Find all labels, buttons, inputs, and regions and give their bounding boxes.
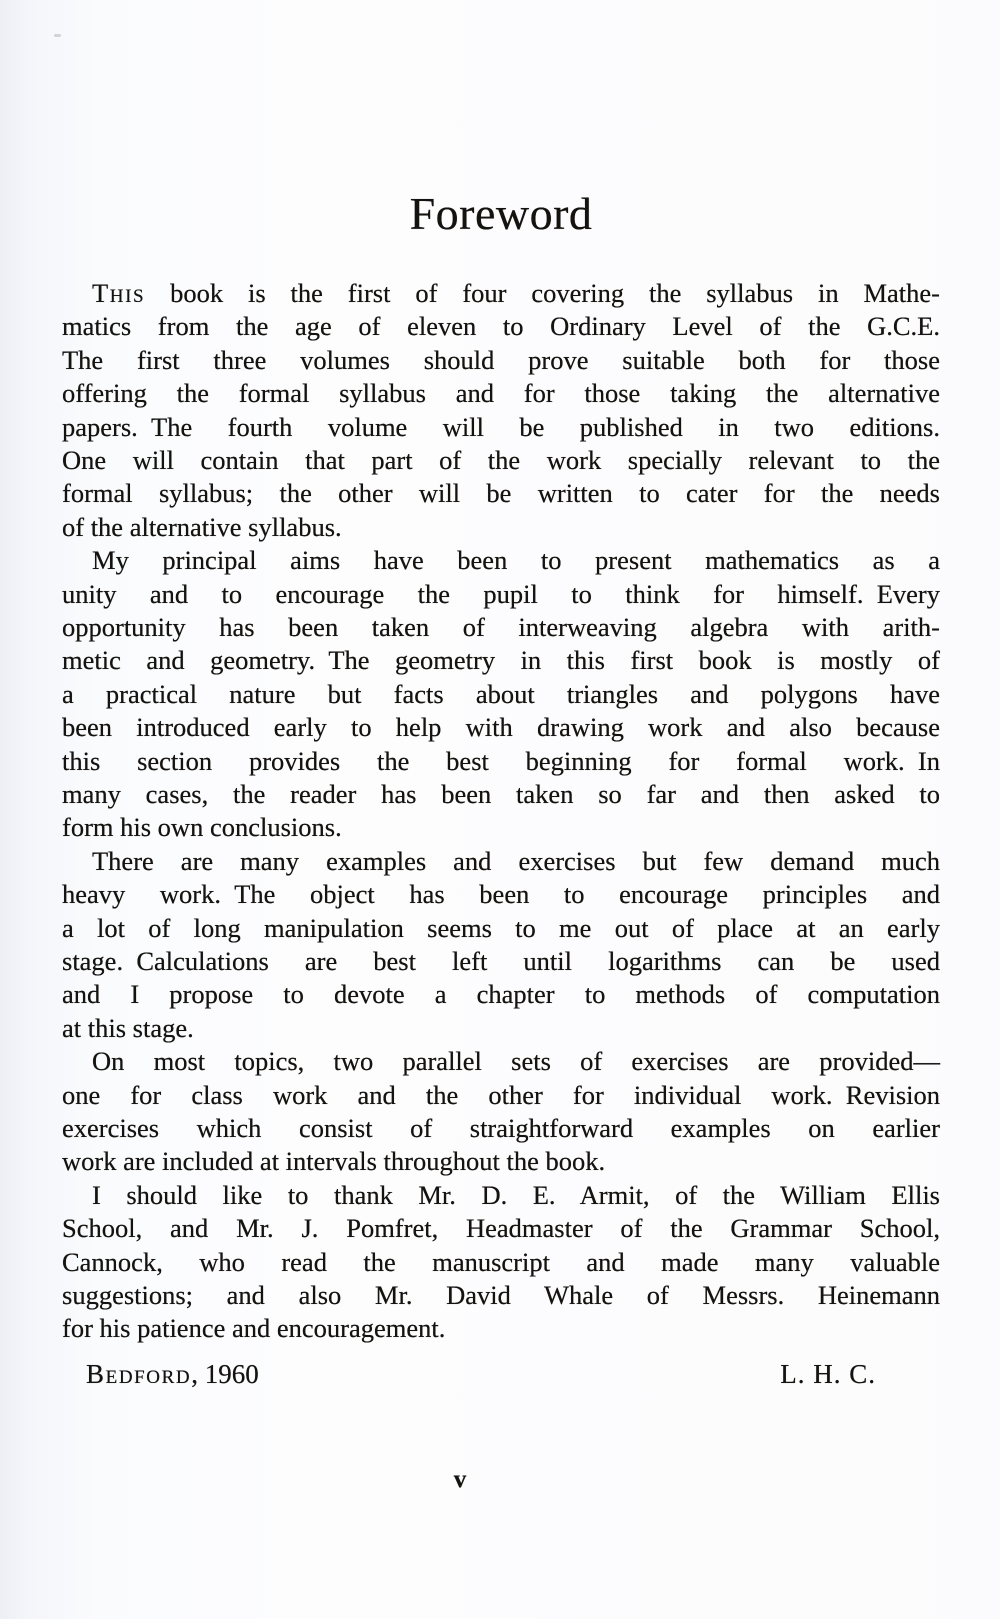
text-line: a practical nature but facts about triangles and polygons have — [62, 678, 940, 709]
text-line: formal syllabus; the other will be written to cater for the needs — [62, 478, 940, 509]
text-line: exercises which consist of straightforward examples on earlier — [62, 1113, 940, 1144]
text-line: metic and geometry. The geometry in this first book is mostly of — [62, 645, 940, 676]
text-line: One will contain that part of the work specially relevant to the — [62, 444, 940, 475]
text-line: a lot of long manipulation seems to me out of place at an early — [62, 912, 940, 943]
text-line: papers. The fourth volume will be published in two editions. — [62, 411, 940, 442]
text-line: form his own conclusions. — [62, 812, 342, 843]
text-line: opportunity has been taken of interweaving algebra with arith- — [62, 611, 940, 642]
page-title: Foreword — [409, 188, 593, 239]
text-line: this section provides the best beginning for formal work. In — [62, 745, 940, 776]
text-line: one for class work and the other for individual work. Revision — [62, 1079, 940, 1110]
text-line: School, and Mr. J. Pomfret, Headmaster of the Grammar School, — [62, 1213, 940, 1244]
text-line: been introduced early to help with drawing work and also because — [62, 712, 940, 743]
text-line: On most topics, two parallel sets of exercises are provided— — [92, 1046, 940, 1077]
text-line: and I propose to devote a chapter to methods of computation — [62, 979, 940, 1010]
signature-initials: L. H. C. — [780, 1358, 876, 1389]
text-line: I should like to thank Mr. D. E. Armit, of the William Ellis — [92, 1179, 940, 1210]
signature-place-date — [62, 1358, 259, 1391]
text-line: There are many examples and exercises but few demand much — [92, 845, 940, 876]
text-line: work are included at intervals throughout the book. — [62, 1146, 606, 1177]
text-line: My principal aims have been to present mathematics as a — [92, 545, 940, 576]
page-number: v — [453, 1466, 467, 1493]
text-line: The first three volumes should prove suitable both for those — [62, 344, 940, 375]
signature-row — [62, 1358, 940, 1391]
signature-date: , 1960 — [191, 1358, 259, 1389]
text-line: many cases, the reader has been taken so far and then asked to — [62, 778, 940, 809]
text-line: suggestions; and also Mr. David Whale of Messrs. Heinemann — [62, 1280, 940, 1311]
text-line: heavy work. The object has been to encourage principles and — [62, 879, 940, 910]
text-line: Cannock, who read the manuscript and made many valuable — [62, 1246, 940, 1277]
text-line: matics from the age of eleven to Ordinary Level of the G.C.E. — [62, 311, 940, 342]
text-line: offering the formal syllabus and for those taking the alternative — [62, 378, 940, 409]
text-line: stage. Calculations are best left until logarithms can be used — [62, 946, 940, 977]
text-line: for his patience and encouragement. — [62, 1313, 446, 1344]
text-line: unity and to encourage the pupil to think for himself. Every — [62, 578, 940, 609]
text-line: at this stage. — [62, 1012, 194, 1043]
page-content — [62, 188, 940, 1391]
foreword-paragraphs — [62, 277, 940, 1346]
scan-speck — [54, 34, 61, 37]
text-line: This book is the first of four covering the syllabus in Mathe- — [92, 277, 940, 308]
signature-place: Bedford — [86, 1358, 192, 1389]
text-line: of the alternative syllabus. — [62, 511, 342, 542]
lead-word: This — [92, 277, 146, 308]
